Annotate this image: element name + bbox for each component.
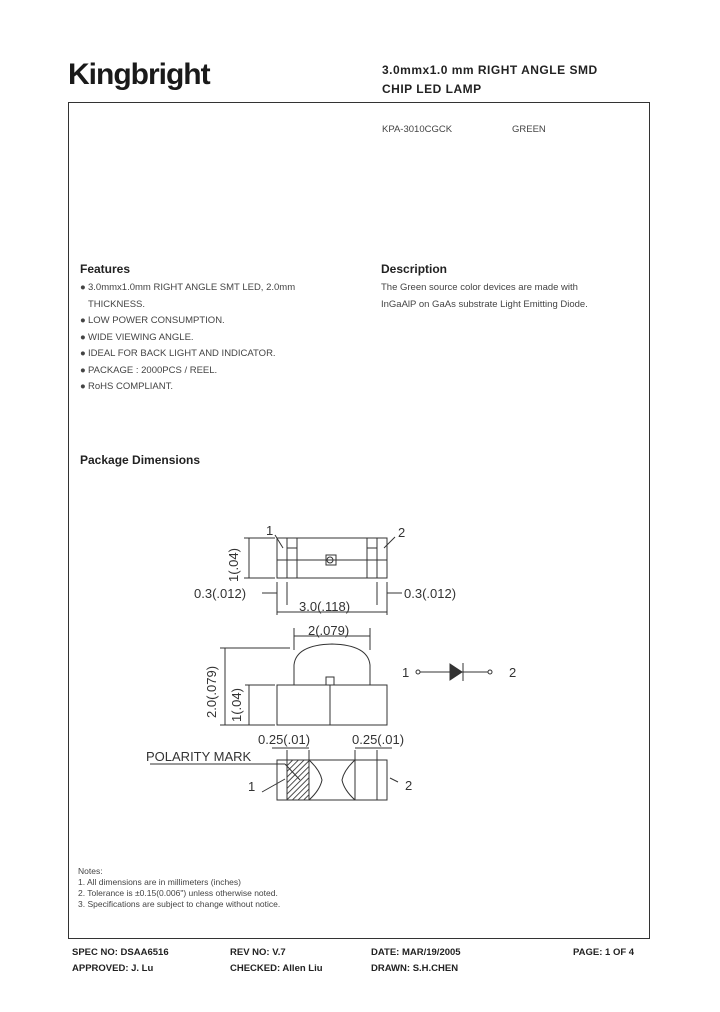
document-title-line1: 3.0mmx1.0 mm RIGHT ANGLE SMD (382, 63, 598, 77)
rev-no: REV NO: V.7 (230, 947, 286, 958)
polarity-mark-label: POLARITY MARK (146, 749, 252, 764)
bullet-icon: ● (80, 282, 86, 293)
feature-item: ● RoHS COMPLIANT. (80, 379, 370, 396)
polarity-mark-hatch (287, 760, 309, 800)
side-view-dome (294, 644, 370, 685)
bullet-icon: ● (80, 315, 86, 326)
pad-left-dim-label: 0.25(.01) (258, 732, 311, 747)
top-width-dim-label: 2(.079) (308, 623, 350, 638)
side-left-dim-label: 0.3(.012) (194, 586, 247, 601)
notes-block: Notes: 1. All dimensions are in millimeters (inches) 2. Tolerance is ±0.15(0.006") unless otherwise noted. 3. Specifications are subject to change without notice. (78, 866, 281, 909)
checked-by: CHECKED: Allen Liu (230, 963, 323, 974)
diode-triangle (450, 664, 462, 680)
spec-no: SPEC NO: DSAA6516 (72, 947, 169, 958)
kingbright-logo: Kingbright (68, 58, 210, 91)
feature-item: ● PACKAGE : 2000PCS / REEL. (80, 363, 370, 380)
side-right-dim-label: 0.3(.012) (404, 586, 457, 601)
doc-date: DATE: MAR/19/2005 (371, 947, 461, 958)
pad-right-dim-label: 0.25(.01) (352, 732, 405, 747)
bullet-icon: ● (80, 348, 86, 359)
bullet-icon: ● (80, 331, 86, 343)
polarity-pin1-label: 1 (248, 779, 256, 794)
document-title-line2: CHIP LED LAMP (382, 82, 482, 96)
pin2-label: 2 (398, 525, 406, 540)
feature-item: ● WIDE VIEWING ANGLE. (80, 330, 370, 347)
diode-pin2-label: 2 (509, 665, 517, 680)
feature-item: ● IDEAL FOR BACK LIGHT AND INDICATOR. (80, 346, 370, 363)
diode-terminal-1 (416, 670, 420, 674)
approved-by: APPROVED: J. Lu (72, 963, 154, 974)
height2-dim-label: 1(.04) (229, 688, 244, 722)
feature-item-continuation: THICKNESS. (88, 298, 146, 310)
part-number: KPA-3010CGCK (382, 124, 453, 135)
part-color: GREEN (512, 124, 546, 135)
diode-pin1-label: 1 (402, 665, 410, 680)
feature-item: ● 3.0mmx1.0mm RIGHT ANGLE SMT LED, 2.0mm (80, 280, 370, 297)
polarity-pin2-label: 2 (405, 778, 413, 793)
side-view-body (277, 685, 387, 725)
page-number: PAGE: 1 OF 4 (573, 947, 635, 958)
length-dim-label: 3.0(.118) (299, 599, 351, 614)
height-dim-label: 1(.04) (226, 548, 241, 582)
drawn-by: DRAWN: S.H.CHEN (371, 963, 459, 974)
description-text: The Green source color devices are made with InGaAlP on GaAs substrate Light Emitting Diode. (381, 282, 588, 310)
pin1-label: 1 (266, 523, 274, 538)
features-heading: Features (80, 262, 131, 276)
total-height-dim-label: 2.0(.079) (204, 665, 219, 718)
diode-terminal-2 (488, 670, 492, 674)
bullet-icon: ● (80, 381, 86, 392)
bullet-icon: ● (80, 364, 86, 376)
feature-item: ● LOW POWER CONSUMPTION. (80, 313, 370, 330)
package-dimensions-heading: Package Dimensions (80, 453, 201, 467)
description-heading: Description (381, 262, 448, 276)
